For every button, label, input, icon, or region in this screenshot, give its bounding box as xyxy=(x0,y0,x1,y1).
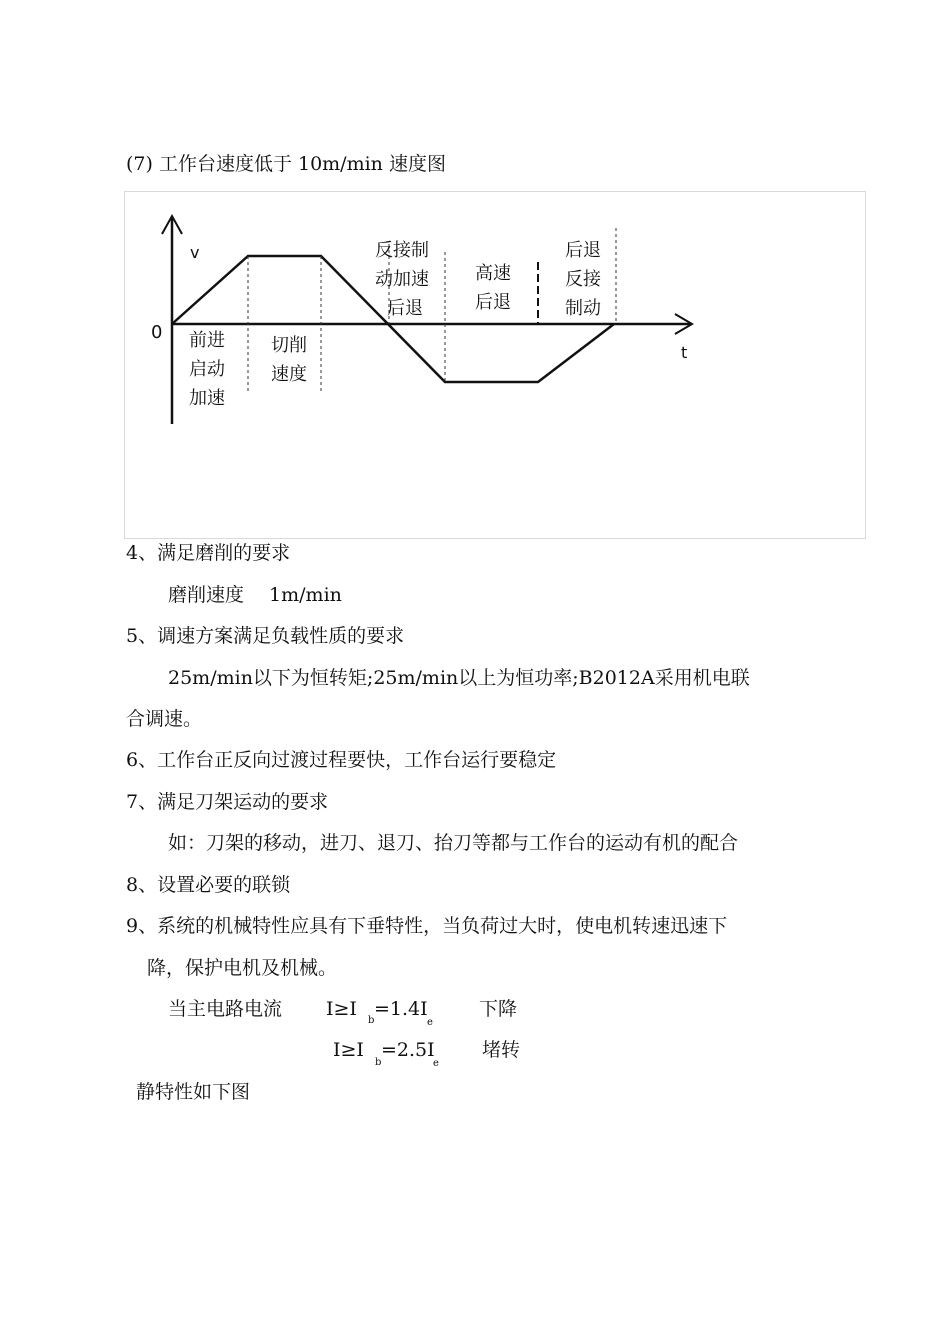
phase-label: 速度 xyxy=(271,364,307,385)
eq1-rhs: =1.4I xyxy=(374,998,428,1020)
item5-body-cont: 合调速。 xyxy=(126,708,203,730)
phase-label: 反接 xyxy=(565,269,601,290)
item7-title: 7、满足刀架运动的要求 xyxy=(126,791,329,813)
item8-title: 8、设置必要的联锁 xyxy=(126,874,291,896)
phase-label: 加速 xyxy=(189,388,225,409)
eq1-sub-e: e xyxy=(427,1017,433,1028)
phase-label: 后退 xyxy=(475,292,511,313)
eq1-main: I≥I xyxy=(326,998,357,1020)
item9-title: 9、系统的机械特性应具有下垂特性，当负荷过大时，使电机转速迅速下 xyxy=(126,915,728,937)
eq1-sub-b: b xyxy=(368,1015,375,1026)
eq2-rhs: =2.5I xyxy=(381,1039,435,1061)
closing-caption: 静特性如下图 xyxy=(136,1081,251,1103)
phase-label: 后退 xyxy=(387,298,423,319)
figure-caption: (7) 工作台速度低于 10m/min 速度图 xyxy=(126,153,446,175)
phase-label: 高速 xyxy=(475,263,511,284)
item5-body: 25m/min以下为恒转矩;25m/min以上为恒功率;B2012A采用机电联 xyxy=(168,667,750,689)
item4-title: 4、满足磨削的要求 xyxy=(126,542,291,564)
phase-label: 动加速 xyxy=(375,269,429,290)
phase-label: 切削 xyxy=(271,335,307,356)
eq2-result: 堵转 xyxy=(482,1039,521,1061)
velocity-diagram-frame xyxy=(124,191,866,539)
phase-label: 制动 xyxy=(565,298,601,319)
eq2-sub-b: b xyxy=(375,1057,382,1068)
item6-title: 6、工作台正反向过渡过程要快，工作台运行要稳定 xyxy=(126,749,557,771)
velocity-time-diagram xyxy=(125,192,867,540)
axis-label-t: t xyxy=(681,343,688,362)
axis-label-v: v xyxy=(190,243,200,262)
eq2-sub-e: e xyxy=(433,1058,439,1069)
eq1-result: 下降 xyxy=(479,998,518,1020)
eq2-main: I≥I xyxy=(333,1039,364,1061)
origin-label: 0 xyxy=(151,322,163,343)
phase-label: 后退 xyxy=(565,240,601,261)
equation-lead: 当主电路电流 xyxy=(168,998,283,1020)
phase-label: 启动 xyxy=(189,359,225,380)
phase-label: 反接制 xyxy=(375,240,429,261)
item4-body: 磨削速度 1m/min xyxy=(168,584,342,606)
item7-body: 如：刀架的移动，进刀、退刀、抬刀等都与工作台的运动有机的配合 xyxy=(168,832,739,854)
item5-title: 5、调速方案满足负载性质的要求 xyxy=(126,625,405,647)
item9-title-cont: 降，保护电机及机械。 xyxy=(147,957,338,979)
phase-label: 前进 xyxy=(189,330,225,351)
